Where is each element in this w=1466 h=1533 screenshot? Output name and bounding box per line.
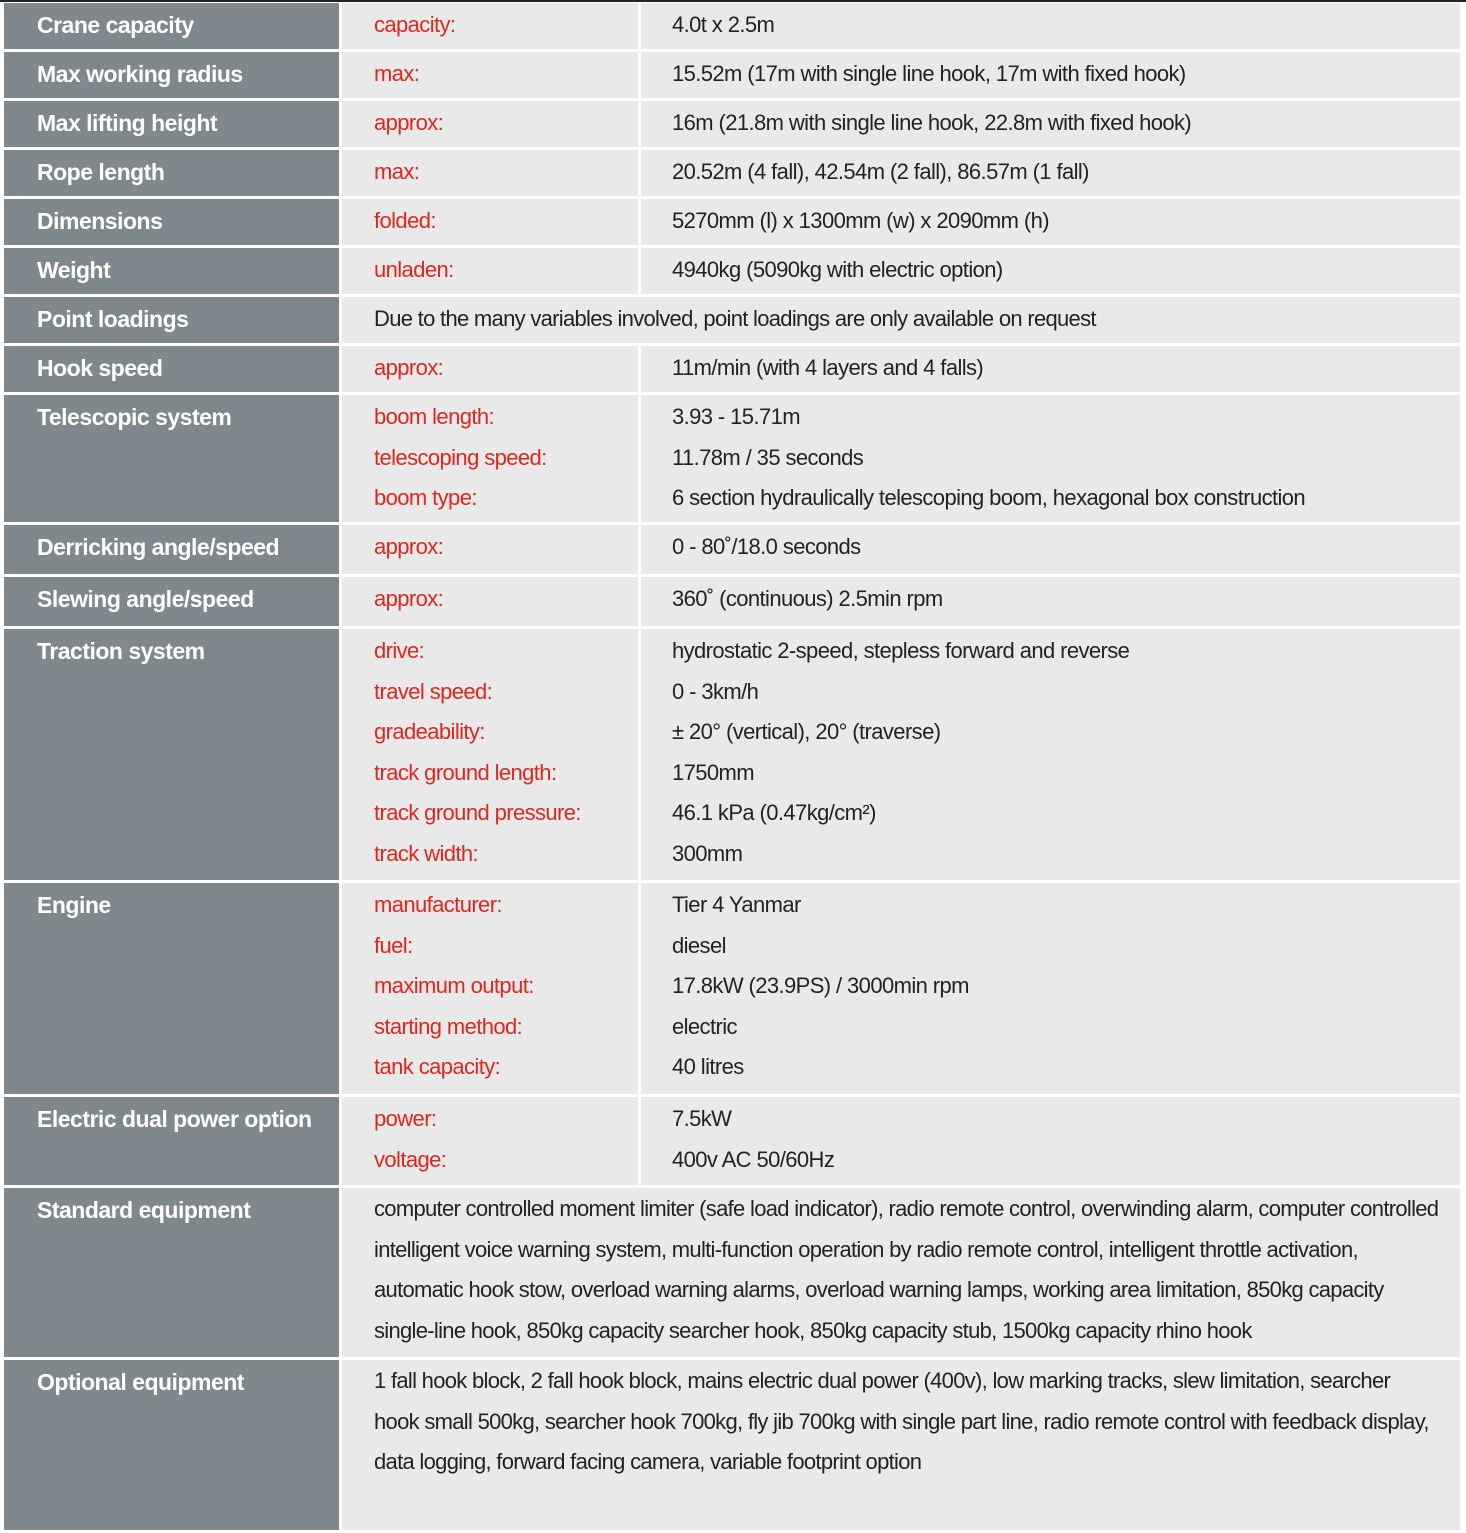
spec-value: 0 - 3km/h (672, 678, 759, 704)
spec-key: unladen: (374, 257, 454, 282)
spec-row-hook-speed (4, 346, 1460, 392)
spec-value: hydrostatic 2-speed, stepless forward and reverse (672, 638, 1130, 663)
spec-row-engine (4, 883, 1460, 1094)
spec-key: max: (374, 159, 420, 184)
spec-key: fuel: (374, 932, 413, 958)
spec-value: 4940kg (5090kg with electric option) (672, 257, 1003, 282)
spec-key: starting method: (374, 1013, 523, 1039)
spec-key: travel speed: (374, 678, 493, 704)
spec-label: Max lifting height (4, 101, 339, 147)
spec-value: electric (672, 1013, 737, 1039)
spec-key: maximum output: (374, 973, 534, 998)
spec-label: Telescopic system (4, 395, 339, 522)
spec-value: 17.8kW (23.9PS) / 3000min rpm (672, 973, 969, 998)
spec-value: 360˚ (continuous) 2.5min rpm (672, 586, 943, 611)
spec-value: 3.93 - 15.71m (672, 404, 800, 429)
spec-key: boom type: (374, 485, 477, 510)
spec-key: telescoping speed: (374, 444, 547, 470)
spec-label: Max working radius (4, 52, 339, 98)
spec-label: Crane capacity (4, 3, 339, 49)
spec-text: Due to the many variables involved, point loadings are only available on request (374, 306, 1096, 331)
spec-row-traction-system (4, 629, 1460, 880)
spec-value: 46.1 kPa (0.47kg/cm²) (672, 800, 876, 825)
spec-key: approx: (374, 110, 444, 135)
spec-key: approx: (374, 586, 444, 611)
spec-value: 16m (21.8m with single line hook, 22.8m with fixed hook) (672, 110, 1192, 135)
spec-label: Derricking angle/speed (4, 525, 339, 574)
spec-row-electric-dual-power (4, 1097, 1460, 1185)
spec-label: Engine (4, 883, 339, 1094)
spec-value: Tier 4 Yanmar (672, 892, 801, 917)
spec-key: capacity: (374, 12, 456, 37)
spec-value: 0 - 80˚/18.0 seconds (672, 534, 861, 559)
spec-key: voltage: (374, 1146, 447, 1172)
spec-key: track width: (374, 840, 479, 866)
spec-text: computer controlled moment limiter (safe load indicator), radio remote control, overwinding alarm, computer controlled intelligent voice warning system, multi-function operation by radio remote control, intelligent throttle activation, automatic hook stow, overload warning alarms, overload warning lamps, working area limitation, 850kg capacity single-line hook, 850kg capacity searcher hook, 850kg capacity stub, 1500kg capacity rhino hook (342, 1188, 1460, 1357)
spec-row-telescopic-system (4, 395, 1460, 522)
spec-row-slewing (4, 577, 1460, 626)
spec-key: gradeability: (374, 719, 485, 744)
spec-value: 11m/min (with 4 layers and 4 falls) (672, 355, 984, 380)
spec-row-max-lifting-height (4, 101, 1460, 147)
spec-label: Electric dual power option (4, 1097, 339, 1185)
spec-row-max-working-radius (4, 52, 1460, 98)
spec-label: Standard equipment (4, 1188, 339, 1357)
spec-value: 1750mm (672, 759, 754, 785)
spec-label: Optional equipment (4, 1360, 339, 1530)
spec-key: tank capacity: (374, 1054, 501, 1079)
spec-table (4, 3, 1460, 1533)
spec-label: Traction system (4, 629, 339, 880)
spec-key: track ground length: (374, 759, 557, 785)
spec-key: folded: (374, 208, 436, 233)
spec-value: 40 litres (672, 1054, 744, 1079)
spec-label: Slewing angle/speed (4, 577, 339, 626)
spec-key: power: (374, 1106, 437, 1131)
spec-value: 7.5kW (672, 1106, 732, 1131)
spec-text: 1 fall hook block, 2 fall hook block, mains electric dual power (400v), low marking tracks, slew limitation, searcher hook small 500kg, searcher hook 700kg, fly jib 700kg with single part line, radio remote control with feedback display, data logging, forward facing camera, variable footprint option (342, 1360, 1460, 1530)
spec-row-dimensions (4, 199, 1460, 245)
spec-value: 4.0t x 2.5m (672, 12, 775, 37)
spec-key: drive: (374, 638, 425, 663)
spec-row-crane-capacity (4, 3, 1460, 49)
spec-label: Point loadings (4, 297, 339, 343)
spec-key: max: (374, 61, 420, 86)
spec-row-derricking (4, 525, 1460, 574)
top-rule (0, 0, 1466, 2)
spec-key: track ground pressure: (374, 800, 581, 825)
spec-label: Rope length (4, 150, 339, 196)
spec-value: 20.52m (4 fall), 42.54m (2 fall), 86.57m (1 fall) (672, 159, 1089, 184)
spec-value: 6 section hydraulically telescoping boom, hexagonal box construction (672, 485, 1306, 510)
spec-value: 15.52m (17m with single line hook, 17m with fixed hook) (672, 61, 1186, 86)
spec-value: 300mm (672, 840, 743, 866)
spec-label: Hook speed (4, 346, 339, 392)
spec-key: approx: (374, 355, 444, 380)
spec-value: 400v AC 50/60Hz (672, 1146, 835, 1172)
spec-label: Dimensions (4, 199, 339, 245)
spec-row-standard-equipment (4, 1188, 1460, 1357)
spec-value: 5270mm (l) x 1300mm (w) x 2090mm (h) (672, 208, 1049, 233)
spec-value: ± 20° (vertical), 20° (traverse) (672, 719, 941, 744)
spec-key: boom length: (374, 404, 494, 429)
spec-label: Weight (4, 248, 339, 294)
spec-value: 11.78m / 35 seconds (672, 444, 864, 470)
spec-value: diesel (672, 932, 726, 958)
spec-key: approx: (374, 534, 444, 559)
spec-row-rope-length (4, 150, 1460, 196)
spec-row-weight (4, 248, 1460, 294)
spec-row-point-loadings (4, 297, 1460, 343)
spec-row-optional-equipment (4, 1360, 1460, 1530)
spec-key: manufacturer: (374, 892, 502, 917)
